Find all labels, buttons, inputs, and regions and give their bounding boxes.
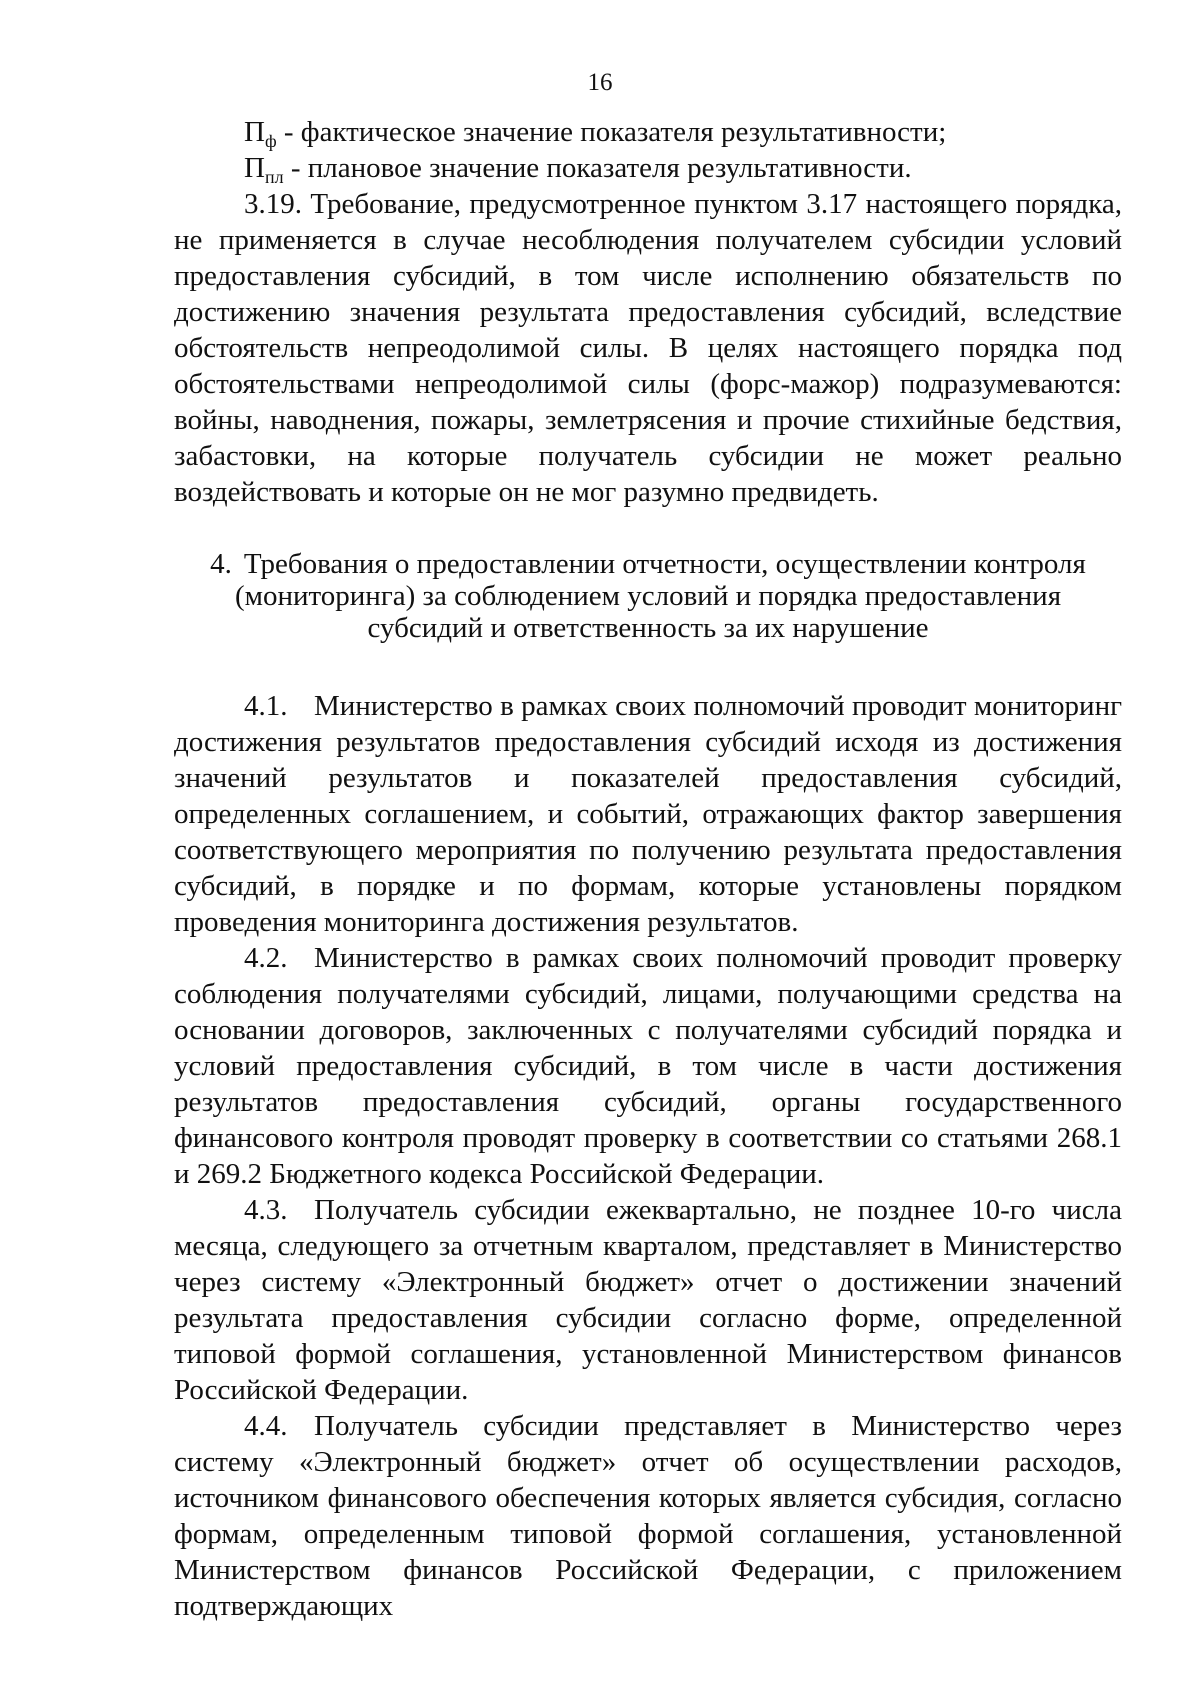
definition-plan [174,150,1122,186]
paragraph-4-3 [174,1192,1122,1408]
paragraph-number: 4.4. [244,1410,288,1442]
section-heading [174,548,1122,644]
page-number: 16 [587,69,613,96]
paragraph-text: Требование, предусмотренное пунктом 3.17 настоящего порядка, не применяется в случае несоблюдения получателем субсидии условий предоставления субсидий, в том числе исполнению обязательств по достижению значения результата предоставления субсидий, вследствие обстоятельств непреодолимой силы. В целях настоящего порядка под обстоятельствами непреодолимой силы (форс-мажор) подразумеваются: войны, наводнения, пожары, землетрясения и прочие стихийные бедствия, забастовки, на которые получатель субсидии не может реально воздействовать и которые он не мог разумно предвидеть. [174,188,1122,508]
definition-text: - фактическое значение показателя результативности; [276,116,947,148]
definition-subscript: пл [264,167,284,187]
paragraph-text: Получатель субсидии ежеквартально, не позднее 10-го числа месяца, следующего за отчетным кварталом, представляет в Министерство через систему «Электронный бюджет» отчет о достижении значений результата предоставления субсидии согласно форме, определенной типовой формой соглашения, установленной Министерством финансов Российской Федерации. [174,1194,1122,1406]
definition-symbol: П [244,116,265,148]
paragraph-4-2 [174,940,1122,1192]
definition-fact [174,114,1122,150]
definition-subscript: ф [264,131,277,151]
paragraph-number: 4.3. [244,1194,288,1226]
definition-text: - плановое значение показателя результативности. [283,152,912,184]
definition-symbol: П [244,152,265,184]
section-number: 4. [210,548,232,580]
paragraph-text: Министерство в рамках своих полномочий проводит проверку соблюдения получателями субсидий, лицами, получающими средства на основании договоров, заключенных с получателями субсидий порядка и условий предоставления субсидий, в том числе в части достижения результатов предоставления субсидий, органы государственного финансового контроля проводят проверку в соответствии со статьями 268.1 и 269.2 Бюджетного кодекса Российской Федерации. [174,942,1122,1190]
paragraph-text: Министерство в рамках своих полномочий проводит мониторинг достижения результатов предоставления субсидий исходя из достижения значений результатов и показателей предоставления субсидий, определенных соглашением, и событий, отражающих фактор завершения соответствующего мероприятия по получению результата предоставления субсидий, в порядке и по формам, которые установлены порядком проведения мониторинга достижения результатов. [174,690,1122,938]
paragraph-4-4 [174,1408,1122,1624]
section-title: Требования о предоставлении отчетности, осуществлении контроля (мониторинга) за соблюдением условий и порядка предоставления субсидий и ответственность за их нарушение [234,548,1086,644]
paragraph-number: 4.1. [244,690,288,722]
paragraph-number: 4.2. [244,942,288,974]
paragraph-number: 3.19. [244,188,302,220]
paragraph-4-1 [174,688,1122,940]
paragraph-text: Получатель субсидии представляет в Министерство через систему «Электронный бюджет» отчет об осуществлении расходов, источником финансового обеспечения которых является субсидия, согласно формам, определенным типовой формой соглашения, установленной Министерством финансов Российской Федерации, с приложением подтверждающих [174,1410,1122,1622]
paragraph-3-19 [174,186,1122,510]
document-body [174,114,1122,1624]
